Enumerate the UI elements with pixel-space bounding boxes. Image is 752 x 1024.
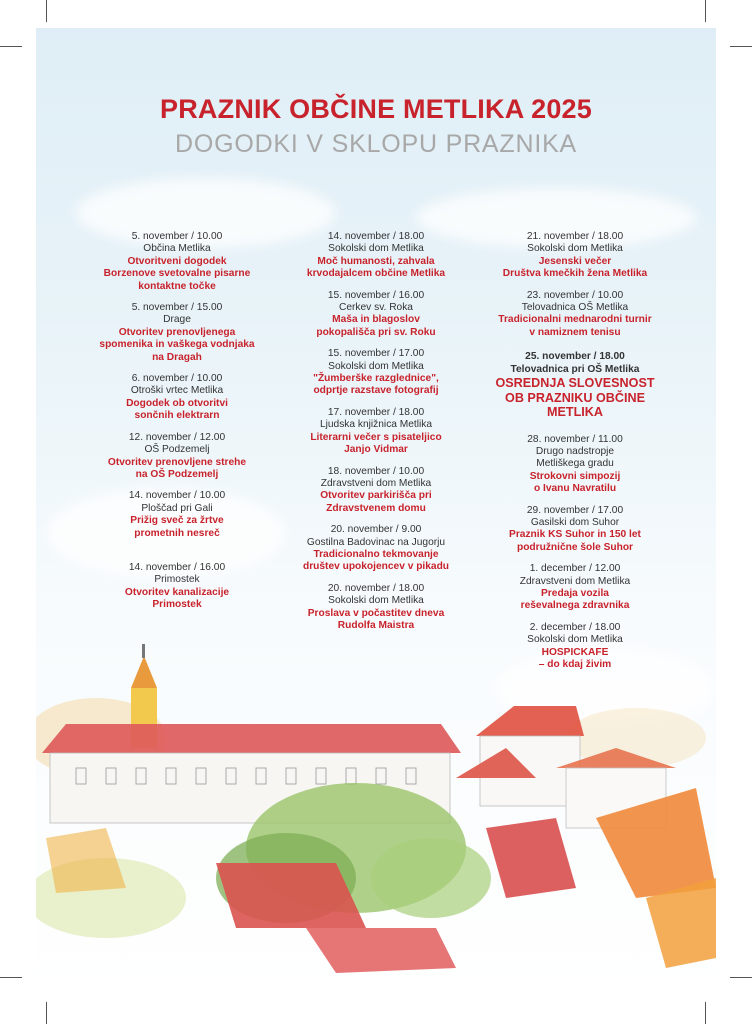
event-title: Dogodek ob otvoritvi sončnih elektrarn (126, 397, 228, 422)
event-item (480, 231, 670, 281)
event-item (82, 373, 272, 423)
event-item (82, 562, 272, 612)
event-title: Tradicionalno tekmovanje društev upokojencev v pikadu (302, 548, 450, 573)
event-title: Maša in blagoslov pokopališča pri sv. Roku (316, 314, 436, 338)
crop-mark (730, 977, 752, 978)
event-place: Telovadnica pri OŠ Metlika (510, 363, 640, 375)
events-column-2 (281, 231, 471, 641)
event-place: Občina Metlika (143, 243, 211, 255)
events-column-3 (480, 231, 670, 680)
event-place: Primostek (154, 574, 200, 586)
crop-mark (0, 977, 22, 978)
event-date: 21. november / 18.00 (526, 231, 624, 242)
event-place: Gostilna Badovinac na Jugorju (306, 536, 446, 548)
crop-mark (46, 1002, 47, 1024)
event-place: Otroški vrtec Metlika (130, 385, 224, 397)
event-title: Predaja vozila reševalnega zdravnika (520, 588, 630, 612)
event-title: HOSPICKAFE – do kdaj živim (538, 646, 612, 671)
event-place: Drage (163, 314, 191, 326)
event-title: Strokovni simpozij o Ivanu Navratilu (529, 470, 621, 495)
event-date: 14. november / 10.00 (128, 490, 226, 502)
event-place: Telovadnica OŠ Metlika (521, 302, 629, 314)
event-title: Otvoritev prenovljenega spomenika in vaškega vodnjaka na Dragah (99, 326, 255, 363)
event-title: Proslava v počastitev dneva Rudolfa Maistra (307, 607, 445, 631)
event-title: Otvoritev parkirišča pri Zdravstvenem domu (320, 490, 432, 514)
castle-roof (42, 724, 461, 753)
event-title: Otvoritveni dogodek Borzenove svetovalne pisarne kontaktne točke (103, 255, 251, 292)
event-place: Sokolski dom Metlika (527, 634, 623, 646)
event-date: 23. november / 10.00 (526, 289, 624, 301)
event-title: Otvoritev kanalizacije Primostek (124, 586, 230, 611)
event-item (480, 434, 670, 496)
event-item (82, 302, 272, 364)
event-date: 5. november / 15.00 (131, 302, 223, 314)
event-title: Praznik KS Suhor in 150 let podružnične šole Suhor (509, 529, 641, 553)
event-date: 20. november / 18.00 (327, 582, 425, 594)
crop-mark (705, 0, 706, 22)
event-date: 5. november / 10.00 (131, 231, 223, 242)
event-date: 25. november / 18.00 (525, 351, 625, 363)
event-item (480, 563, 670, 613)
event-item (480, 290, 670, 340)
event-title: Prižig sveč za žrtve prometnih nesreč (130, 515, 224, 539)
event-item (281, 348, 471, 398)
event-place: OŠ Podzemelj (144, 444, 210, 456)
event-item (82, 490, 272, 540)
event-title: "Žumberške razglednice", odprtje razstave fotografij (313, 373, 439, 397)
event-date: 14. november / 16.00 (128, 561, 226, 573)
event-date: 6. november / 10.00 (131, 373, 223, 385)
event-title: OSREDNJA SLOVESNOST OB PRAZNIKU OBČINE METLIKA (495, 376, 655, 420)
event-item (281, 466, 471, 516)
event-date: 1. december / 12.00 (529, 563, 621, 575)
event-place: Sokolski dom Metlika (527, 243, 623, 255)
event-item (281, 231, 471, 281)
event-place: Sokolski dom Metlika (328, 595, 424, 607)
poster-subtitle: DOGODKI V SKLOPU PRAZNIKA (174, 130, 578, 158)
main-event-item (480, 351, 670, 419)
event-title: Tradicionalni mednarodni turnir v namiznem tenisu (498, 314, 652, 338)
event-title: Otvoritev prenovljene strehe na OŠ Podzemelj (107, 456, 247, 480)
event-date: 14. november / 18.00 (327, 231, 425, 242)
event-date: 15. november / 17.00 (327, 348, 425, 360)
event-date: 28. november / 11.00 (527, 433, 623, 445)
event-item (480, 622, 670, 672)
event-place: Ploščad pri Gali (141, 502, 213, 514)
event-item (281, 524, 471, 574)
poster-title: PRAZNIK OBČINE METLIKA 2025 (160, 94, 592, 124)
event-title: Literarni večer s pisateljico Janjo Vidmar (310, 431, 442, 456)
event-place: Gasilski dom Suhor (530, 517, 620, 528)
crop-mark (46, 0, 47, 22)
town-illustration (36, 628, 716, 996)
event-date: 18. november / 10.00 (327, 465, 425, 477)
event-title: Moč humanosti, zahvala krvodajalcem občine Metlika (306, 255, 446, 280)
crop-mark (0, 46, 22, 47)
event-date: 17. november / 18.00 (327, 406, 425, 418)
event-item (82, 231, 272, 293)
crop-mark (730, 46, 752, 47)
event-place: Sokolski dom Metlika (328, 243, 424, 255)
event-item (480, 505, 670, 555)
event-item (82, 432, 272, 482)
poster (36, 28, 716, 996)
event-item (281, 583, 471, 633)
event-place: Cerkev sv. Roka (339, 302, 413, 314)
event-date: 29. november / 17.00 (526, 504, 624, 516)
event-place: Ljudska knjižnica Metlika (319, 419, 433, 431)
event-date: 12. november / 12.00 (128, 431, 226, 443)
event-item (281, 407, 471, 457)
event-place: Zdravstveni dom Metlika (519, 575, 631, 587)
crop-mark (705, 1002, 706, 1024)
event-date: 20. november / 9.00 (330, 524, 422, 536)
event-item (281, 290, 471, 340)
event-place: Zdravstveni dom Metlika (320, 477, 432, 489)
event-date: 15. november / 16.00 (327, 289, 425, 301)
events-column-1 (82, 231, 272, 621)
event-title: Jesenski večer Društva kmečkih žena Metlika (502, 255, 648, 280)
event-date: 2. december / 18.00 (529, 621, 621, 633)
event-place: Drugo nadstropje Metliškega gradu (535, 445, 615, 470)
event-place: Sokolski dom Metlika (328, 360, 424, 372)
